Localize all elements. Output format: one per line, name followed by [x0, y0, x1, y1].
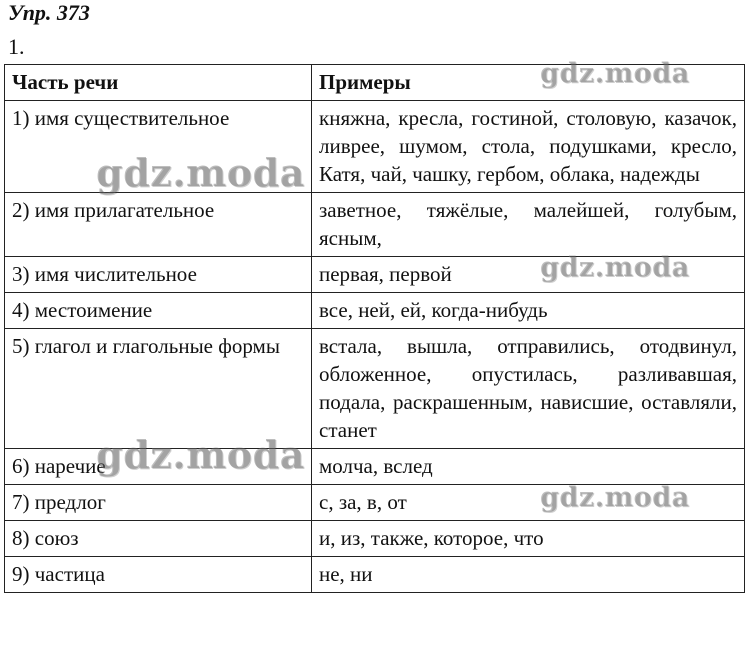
- table-header-row: [5, 65, 745, 101]
- table-row: [5, 449, 745, 485]
- cell-examples: молча, вслед: [312, 449, 745, 485]
- watermark: gdz.moda: [540, 252, 690, 283]
- cell-examples: не, ни: [312, 557, 745, 593]
- cell-part-of-speech: 7) предлог: [5, 485, 312, 521]
- watermark: gdz.moda: [96, 432, 305, 477]
- watermark: gdz.moda: [96, 150, 305, 195]
- cell-part-of-speech: 8) союз: [5, 521, 312, 557]
- table-row: [5, 485, 745, 521]
- watermark: gdz.moda: [540, 482, 690, 513]
- exercise-title: Упр. 373: [8, 0, 90, 25]
- table-row: [5, 329, 745, 449]
- table-row: [5, 101, 745, 193]
- cell-part-of-speech: 6) наречие: [5, 449, 312, 485]
- cell-part-of-speech: 5) глагол и глагольные формы: [5, 329, 312, 449]
- parts-of-speech-table: [4, 64, 745, 593]
- watermark: gdz.moda: [540, 58, 690, 89]
- cell-examples: княжна, кресла, гостиной, столовую, казачок, ливрее, шумом, стола, подушками, кресло, Катя, чай, чашку, гербом, облака, надежды: [312, 101, 745, 193]
- cell-examples: встала, вышла, отправились, отодвинул, обложенное, опустилась, разливавшая, подала, раскрашенным, нависшие, оставляли, станет: [312, 329, 745, 449]
- cell-examples: и, из, также, которое, что: [312, 521, 745, 557]
- table-row: [5, 193, 745, 257]
- cell-part-of-speech: 1) имя существительное: [5, 101, 312, 193]
- table-row: [5, 293, 745, 329]
- cell-part-of-speech: 3) имя числительное: [5, 257, 312, 293]
- cell-examples: первая, первой: [312, 257, 745, 293]
- header-examples: Примеры: [312, 65, 745, 101]
- table-row: [5, 521, 745, 557]
- section-number: 1.: [8, 34, 25, 59]
- cell-part-of-speech: 9) частица: [5, 557, 312, 593]
- header-part-of-speech: Часть речи: [5, 65, 312, 101]
- cell-examples: все, ней, ей, когда-нибудь: [312, 293, 745, 329]
- table-row: [5, 257, 745, 293]
- table-row: [5, 557, 745, 593]
- cell-part-of-speech: 2) имя прилагательное: [5, 193, 312, 257]
- cell-part-of-speech: 4) местоимение: [5, 293, 312, 329]
- cell-examples: заветное, тяжёлые, малейшей, голубым, ясным,: [312, 193, 745, 257]
- cell-examples: с, за, в, от: [312, 485, 745, 521]
